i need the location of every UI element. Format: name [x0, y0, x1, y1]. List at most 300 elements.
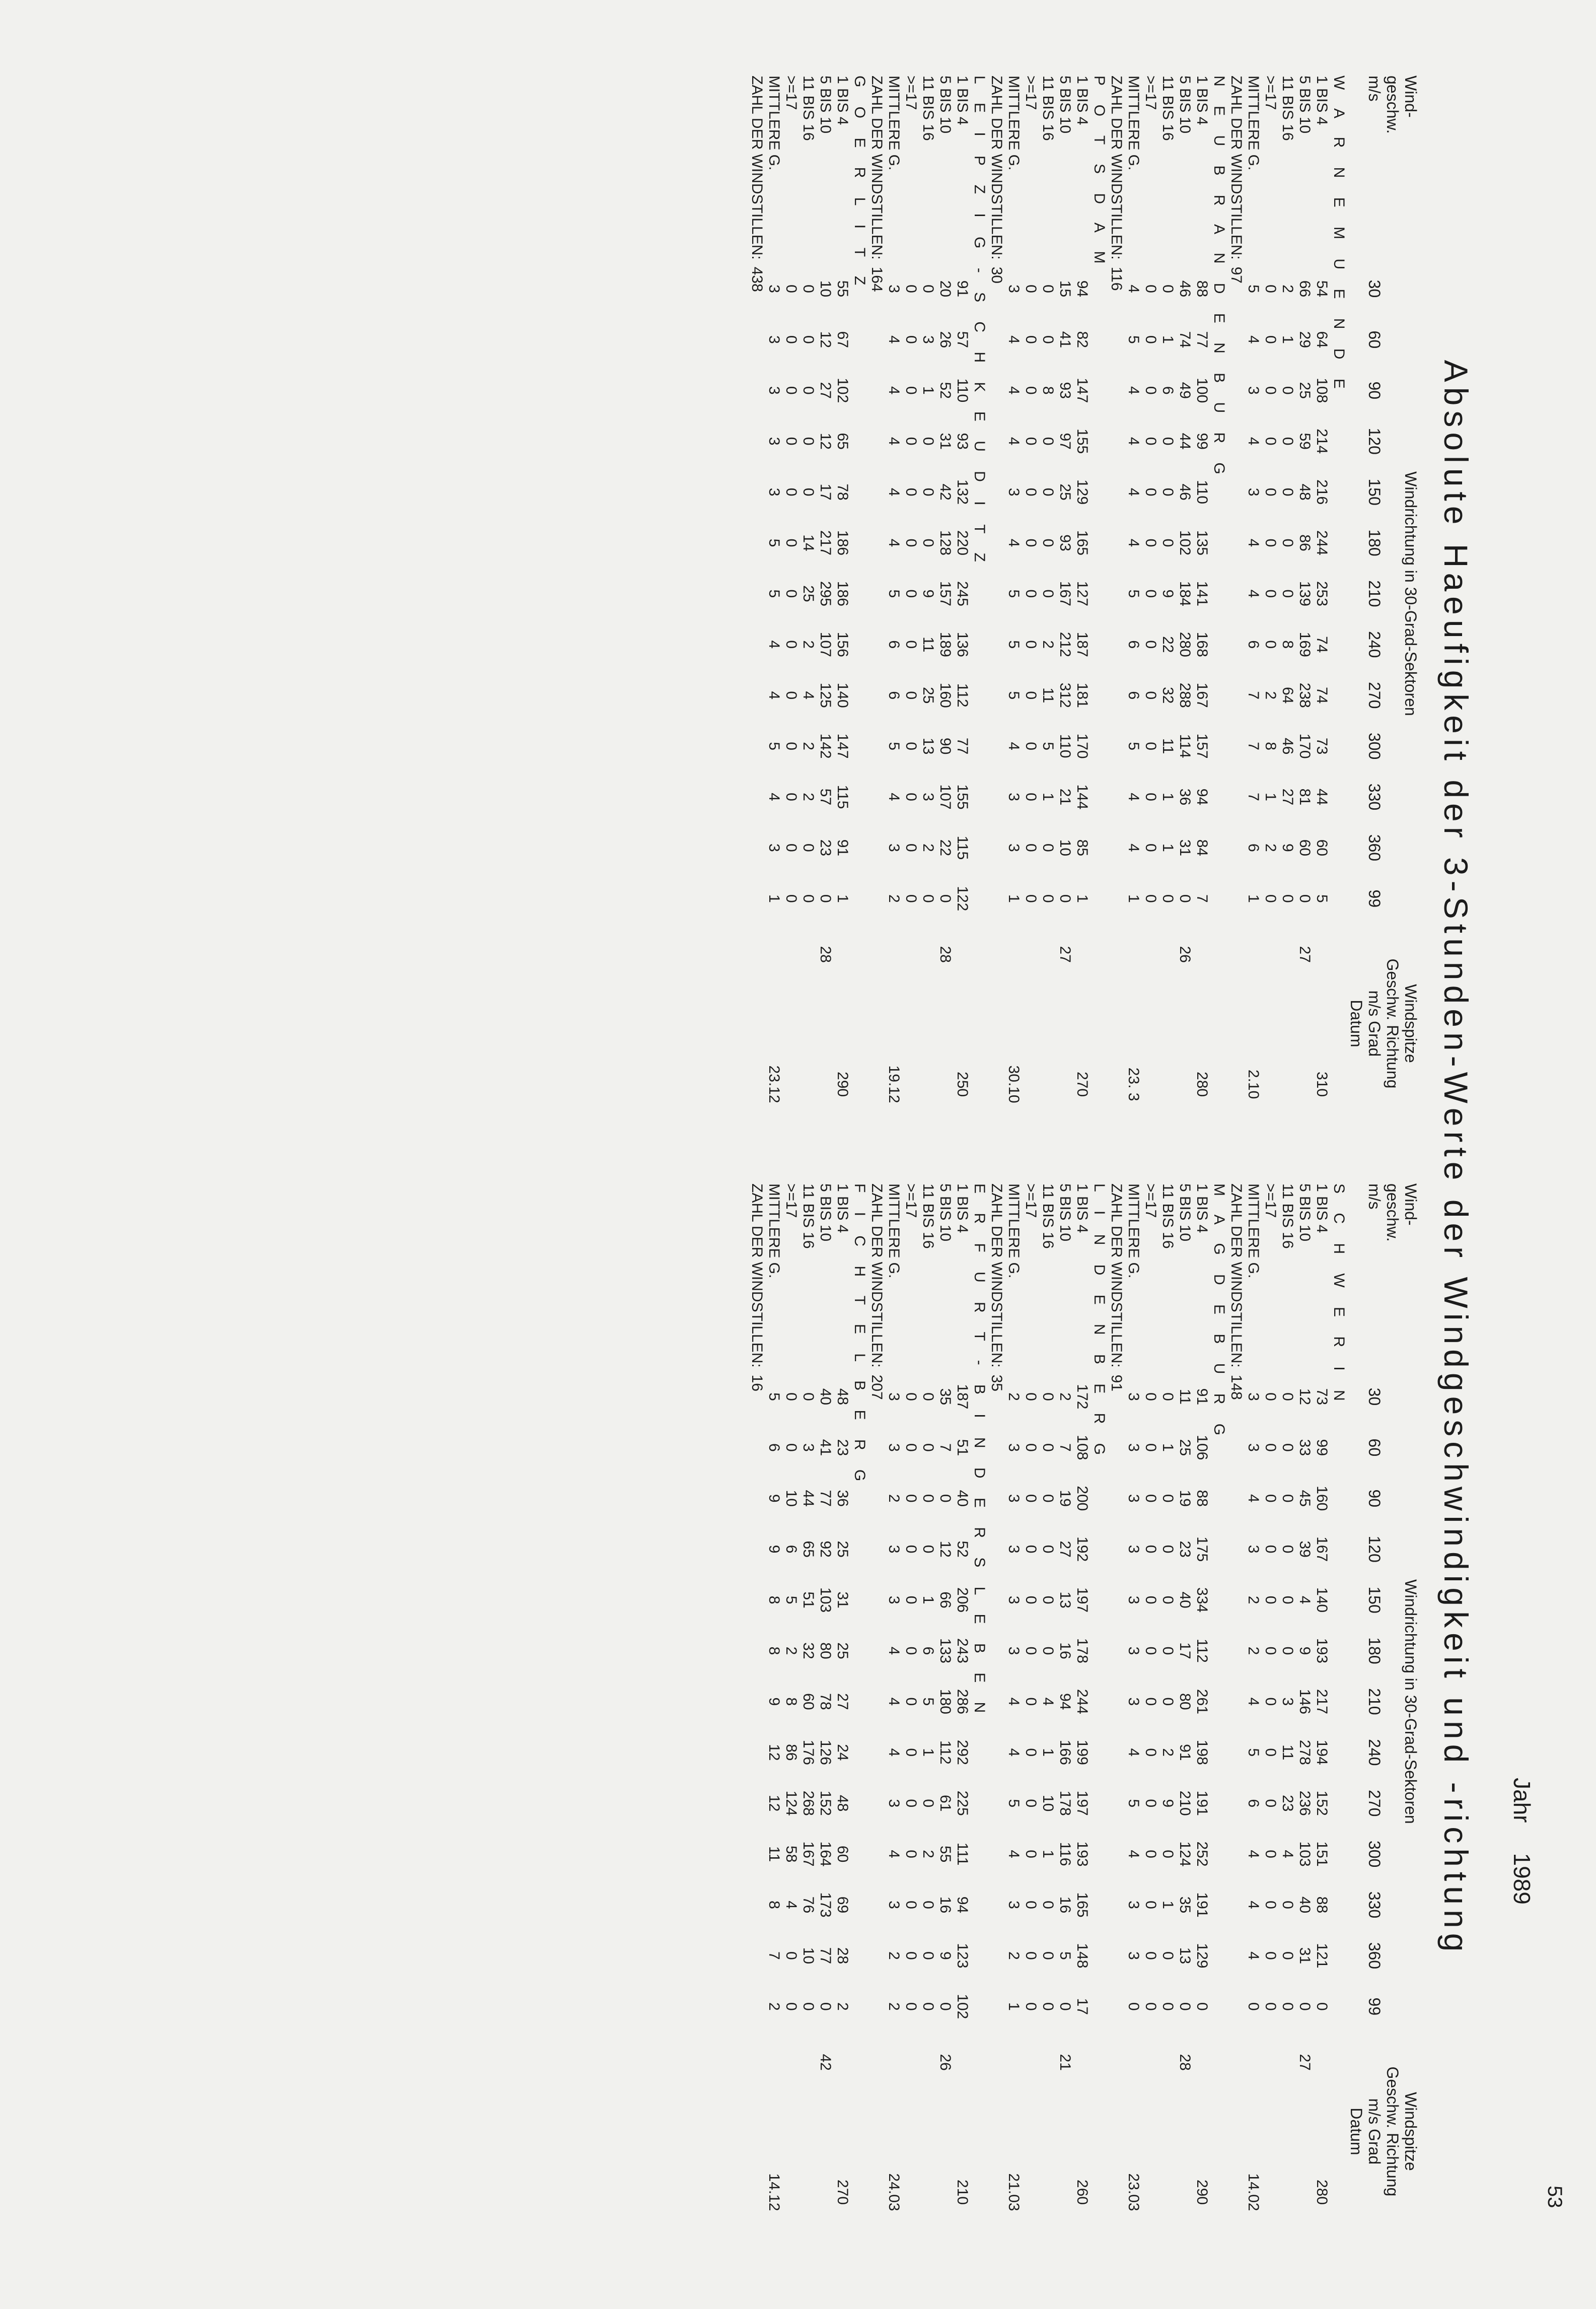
- table-cell: 165: [1074, 1892, 1091, 1918]
- table-cell: 55: [937, 1845, 954, 1863]
- table-cell: 0: [903, 538, 919, 547]
- station-name: W A R N E M U E N D E: [1331, 76, 1347, 396]
- table-cell: 60: [1296, 839, 1313, 857]
- table-cell: 0: [903, 589, 919, 598]
- table-cell: 0: [1279, 2002, 1296, 2011]
- table-cell: 9: [1159, 1799, 1176, 1808]
- table-cell: 17: [1074, 1998, 1091, 2015]
- peak-date-label: Datum: [1347, 2108, 1365, 2155]
- peak-date: 2.10: [1245, 1069, 1262, 1099]
- table-cell: 4: [1005, 1850, 1022, 1858]
- table-cell: 0: [1159, 1951, 1176, 1960]
- row-label: 5 BIS 10: [1177, 1183, 1193, 1242]
- table-cell: 9: [1296, 1646, 1313, 1655]
- direction-header: 60: [1365, 1438, 1384, 1457]
- table-cell: 0: [1159, 2002, 1176, 2011]
- data-sheet: [247, 76, 1566, 2241]
- peak-subtitle: Geschw. Richtung: [1384, 2066, 1402, 2197]
- table-cell: 186: [834, 581, 851, 606]
- spacer: [954, 924, 971, 985]
- table-cell: 102: [954, 1994, 971, 2019]
- table-cell: 60: [834, 1845, 851, 1863]
- table-cell: 178: [1074, 1638, 1091, 1663]
- calm-count: [1108, 1183, 1125, 2231]
- table-cell: 0: [903, 1850, 919, 1858]
- calm-label: ZAHL DER WINDSTILLEN:: [868, 1183, 885, 1368]
- calm-count: [1227, 76, 1245, 1123]
- table-cell: 8: [1279, 640, 1296, 649]
- table-cell: 0: [1040, 1392, 1056, 1401]
- spacer: [902, 2093, 919, 2154]
- table-cell: 136: [954, 632, 971, 657]
- table-cell: 27: [1057, 1541, 1073, 1558]
- table-row: [1159, 76, 1176, 1123]
- table-cell: 1: [1040, 1748, 1056, 1757]
- spacer: [765, 924, 782, 985]
- spacer: [817, 2093, 834, 2154]
- spacer: [800, 2032, 817, 2093]
- calm-label: ZAHL DER WINDSTILLEN:: [988, 76, 1005, 260]
- table-cell: 0: [920, 2002, 936, 2011]
- spacer: [800, 1045, 817, 1123]
- spacer: [1313, 985, 1330, 1046]
- table-cell: 3: [1125, 1545, 1142, 1554]
- table-cell: 1: [1279, 335, 1296, 344]
- spacer: [817, 985, 834, 1046]
- table-cell: 152: [1314, 1790, 1330, 1816]
- table-cell: 108: [1314, 378, 1330, 403]
- table-cell: 140: [1314, 1587, 1330, 1613]
- table-cell: 0: [1262, 335, 1279, 344]
- spacer: [1279, 2093, 1296, 2154]
- year-value: 1989: [1509, 1853, 1535, 1905]
- table-row: [800, 1183, 817, 2231]
- spacer: [817, 2153, 834, 2231]
- table-cell: 0: [800, 285, 817, 293]
- table-cell: 4: [1245, 1494, 1262, 1503]
- table-cell: 0: [1023, 793, 1039, 801]
- table-cell: 3: [1005, 793, 1022, 801]
- table-cell: 4: [1245, 538, 1262, 547]
- table-cell: 4: [1125, 285, 1142, 293]
- row-label: MITTLERE G.: [1005, 76, 1022, 171]
- table-cell: 48: [1296, 483, 1313, 501]
- table-cell: 0: [1279, 1901, 1296, 1909]
- table-cell: 3: [1005, 1494, 1022, 1503]
- table-cell: 0: [783, 844, 800, 852]
- table-cell: 0: [1279, 894, 1296, 903]
- table-cell: 110: [954, 378, 971, 403]
- table-row: [1073, 1183, 1091, 2231]
- table-cell: 0: [903, 1494, 919, 1503]
- table-cell: 6: [1159, 386, 1176, 395]
- table-cell: 21: [1057, 788, 1073, 806]
- table-cell: 111: [954, 1842, 971, 1866]
- spacer: [1245, 2032, 1262, 2093]
- table-cell: 0: [783, 487, 800, 497]
- table-cell: 91: [1177, 1744, 1193, 1761]
- table-cell: 0: [817, 894, 834, 903]
- table-cell: 0: [1023, 487, 1039, 497]
- table-cell: 91: [1194, 1388, 1210, 1406]
- header-row-4: [1347, 1183, 1365, 2231]
- table-cell: 3: [766, 335, 782, 344]
- table-cell: 220: [954, 530, 971, 555]
- spacer: [1262, 924, 1279, 985]
- table-cell: 4: [1125, 386, 1142, 395]
- calm-count: [748, 1183, 765, 2231]
- calm-label: ZAHL DER WINDSTILLEN:: [1228, 76, 1245, 260]
- table-cell: 0: [1279, 487, 1296, 497]
- calm-value: 30: [988, 266, 1005, 284]
- spacer: [834, 985, 851, 1046]
- speed-label: geschw.: [1384, 76, 1402, 134]
- station-name: G O E R L I T Z: [851, 76, 868, 293]
- table-cell: 0: [783, 335, 800, 344]
- calm-row: [868, 1183, 885, 2231]
- peak-direction: 250: [954, 1072, 971, 1097]
- table-cell: 0: [1023, 437, 1039, 446]
- table-cell: 0: [903, 1748, 919, 1757]
- table-cell: 90: [937, 737, 954, 755]
- table-cell: 4: [886, 487, 902, 497]
- spacer: [1384, 1371, 1402, 2032]
- speed-unit: m/s: [1365, 1183, 1384, 1210]
- row-label: MITTLERE G.: [1125, 76, 1142, 171]
- spacer: [1039, 2032, 1056, 2093]
- table-cell: 2: [1057, 1392, 1073, 1401]
- table-cell: 139: [1296, 581, 1313, 606]
- row-label: 1 BIS 4: [1314, 76, 1330, 125]
- table-cell: 1: [1262, 793, 1279, 801]
- spacer: [1193, 2032, 1210, 2093]
- table-cell: 121: [1314, 1943, 1330, 1969]
- table-cell: 52: [954, 1541, 971, 1558]
- table-cell: 59: [1296, 433, 1313, 450]
- table-cell: 0: [1314, 2002, 1330, 2011]
- table-cell: 0: [903, 1799, 919, 1808]
- table-cell: 4: [1245, 1951, 1262, 1960]
- table-cell: 32: [800, 1642, 817, 1659]
- row-label: 1 BIS 4: [1194, 1183, 1210, 1233]
- calm-count: [748, 76, 765, 1123]
- calm-row: [748, 76, 765, 1123]
- table-cell: 4: [1005, 386, 1022, 395]
- peak-direction: 270: [1074, 1072, 1091, 1097]
- table-cell: 12: [937, 1541, 954, 1558]
- table-cell: 280: [1177, 632, 1193, 657]
- spacer: [834, 924, 851, 985]
- table-row: [834, 76, 851, 1123]
- spacer: [1142, 2032, 1159, 2093]
- peak-direction: 260: [1074, 2180, 1091, 2205]
- direction-header: 90: [1365, 381, 1384, 400]
- spacer: [1296, 985, 1313, 1046]
- table-cell: 0: [1262, 1443, 1279, 1452]
- table-cell: 1: [1005, 894, 1022, 903]
- direction-header: 300: [1365, 732, 1384, 760]
- table-cell: 124: [783, 1790, 800, 1816]
- spacer: [834, 2093, 851, 2154]
- table-cell: 3: [1125, 1392, 1142, 1401]
- table-cell: 58: [783, 1845, 800, 1863]
- station-row: [1210, 1183, 1227, 2231]
- table-cell: 4: [886, 335, 902, 344]
- spacer: [1159, 2032, 1176, 2093]
- station-name: S C H W E R I N: [1331, 1183, 1347, 1409]
- spacer: [1005, 985, 1022, 1046]
- table-row: [954, 1183, 971, 2231]
- table-cell: 0: [1023, 1748, 1039, 1757]
- calm-value: 35: [988, 1374, 1005, 1391]
- spacer: [919, 924, 936, 985]
- table-cell: 4: [1245, 589, 1262, 598]
- table-cell: 91: [954, 280, 971, 298]
- table-row: [1005, 1183, 1022, 2231]
- table-cell: 0: [1142, 1697, 1159, 1706]
- table-cell: 288: [1177, 682, 1193, 708]
- table-row: [919, 76, 936, 1123]
- row-label: 1 BIS 4: [954, 76, 971, 125]
- table-cell: 0: [1023, 1951, 1039, 1960]
- table-cell: 3: [920, 335, 936, 344]
- speed-label: geschw.: [1384, 1183, 1402, 1242]
- spacer: [1384, 263, 1402, 924]
- table-cell: 0: [1023, 2002, 1039, 2011]
- calm-count: [988, 1183, 1005, 2231]
- table-cell: 5: [766, 1392, 782, 1401]
- calm-row: [1227, 1183, 1245, 2231]
- table-cell: 112: [937, 1740, 954, 1765]
- table-cell: 91: [834, 839, 851, 857]
- table-cell: 2: [800, 640, 817, 649]
- peak-speed: 27: [1296, 2054, 1313, 2071]
- table-cell: 6: [1245, 640, 1262, 649]
- row-label: >=17: [903, 1183, 919, 1218]
- station-row: [1330, 1183, 1347, 2231]
- spacer: [1296, 2093, 1313, 2154]
- table-row: [1005, 76, 1022, 1123]
- spacer: [1125, 2032, 1142, 2093]
- spacer: [817, 1045, 834, 1123]
- table-cell: 6: [1125, 640, 1142, 649]
- table-cell: 5: [920, 1697, 936, 1706]
- calm-label: ZAHL DER WINDSTILLEN:: [1108, 1183, 1125, 1368]
- spacer: [1022, 2153, 1039, 2231]
- table-cell: 5: [1125, 742, 1142, 750]
- page-number: 53: [1544, 2186, 1566, 2208]
- table-row: [902, 76, 919, 1123]
- table-cell: 0: [1142, 487, 1159, 497]
- table-cell: 4: [886, 1646, 902, 1655]
- table-cell: 0: [903, 1646, 919, 1655]
- table-cell: 1: [1159, 1901, 1176, 1909]
- station-name: N E U B R A N D E N B U R G: [1211, 76, 1227, 482]
- table-cell: 147: [1074, 378, 1091, 403]
- spacer: [765, 2093, 782, 2154]
- table-row: [817, 76, 834, 1123]
- table-cell: 0: [1262, 437, 1279, 446]
- table-cell: 48: [834, 1388, 851, 1406]
- spacer: [919, 2153, 936, 2231]
- spacer: [1176, 2093, 1193, 2154]
- table-cell: 10: [1057, 839, 1073, 857]
- table-cell: 27: [834, 1693, 851, 1710]
- table-cell: 166: [1057, 1739, 1073, 1765]
- row-label: 5 BIS 10: [937, 1183, 954, 1242]
- table-cell: 74: [1314, 636, 1330, 653]
- spacer: [765, 985, 782, 1046]
- table-cell: 0: [903, 1595, 919, 1604]
- spacer: [800, 985, 817, 1046]
- table-cell: 126: [817, 1739, 834, 1765]
- direction-header: 120: [1365, 1535, 1384, 1563]
- table-cell: 0: [783, 793, 800, 801]
- table-cell: 3: [1125, 1595, 1142, 1604]
- table-cell: 29: [1296, 331, 1313, 348]
- row-label: 11 BIS 16: [1040, 76, 1056, 141]
- peak-date: 21.03: [1005, 2173, 1022, 2211]
- table-cell: 0: [920, 1392, 936, 1401]
- spacer: [936, 1045, 954, 1123]
- table-cell: 141: [1194, 581, 1210, 606]
- table-cell: 0: [1142, 1595, 1159, 1604]
- table-cell: 5: [886, 589, 902, 598]
- table-cell: 167: [1194, 682, 1210, 708]
- table-cell: 129: [1074, 479, 1091, 505]
- table-cell: 1: [1159, 844, 1176, 852]
- table-cell: 3: [886, 1799, 902, 1808]
- table-cell: 0: [1262, 1951, 1279, 1960]
- row-label: >=17: [783, 76, 800, 110]
- spacer: [1056, 1045, 1073, 1123]
- table-cell: 0: [920, 894, 936, 903]
- table-cell: 100: [1194, 378, 1210, 403]
- table-cell: 49: [1177, 382, 1193, 399]
- spacer: [1125, 2093, 1142, 2154]
- table-cell: 3: [1125, 1901, 1142, 1909]
- table-cell: 9: [766, 1545, 782, 1554]
- table-cell: 24: [834, 1744, 851, 1761]
- table-cell: 172: [1074, 1384, 1091, 1410]
- table-cell: 102: [1177, 530, 1193, 555]
- peak-speed: 21: [1057, 2054, 1073, 2071]
- table-cell: 0: [1023, 335, 1039, 344]
- table-cell: 77: [817, 1490, 834, 1507]
- table-cell: 12: [817, 331, 834, 348]
- table-cell: 0: [783, 691, 800, 700]
- table-row: [1296, 1183, 1313, 2231]
- row-label: 1 BIS 4: [1074, 1183, 1091, 1233]
- table-cell: 93: [1057, 382, 1073, 399]
- direction-header: 300: [1365, 1840, 1384, 1868]
- table-cell: 0: [800, 437, 817, 446]
- table-cell: 5: [1057, 1951, 1073, 1960]
- table-cell: 3: [1279, 1697, 1296, 1706]
- table-cell: 31: [1296, 1947, 1313, 1965]
- row-label: 11 BIS 16: [1279, 76, 1296, 141]
- table-cell: 3: [1005, 844, 1022, 852]
- table-cell: 0: [1023, 589, 1039, 598]
- table-cell: 0: [1159, 437, 1176, 446]
- spacer: [1022, 985, 1039, 1046]
- table-cell: 0: [800, 386, 817, 395]
- table-cell: 0: [1159, 1545, 1176, 1554]
- spacer: [885, 924, 902, 985]
- table-cell: 0: [1262, 1799, 1279, 1808]
- table-cell: 0: [1023, 1799, 1039, 1808]
- table-cell: 0: [1023, 894, 1039, 903]
- peak-units: m/s Grad: [1365, 990, 1384, 1057]
- spacer: [902, 1045, 919, 1123]
- table-cell: 0: [1262, 894, 1279, 903]
- row-label: 1 BIS 4: [1194, 76, 1210, 125]
- table-row: [919, 1183, 936, 2231]
- calm-label: ZAHL DER WINDSTILLEN:: [749, 1183, 765, 1368]
- row-label: >=17: [783, 1183, 800, 1218]
- table-cell: 0: [920, 1799, 936, 1808]
- table-cell: 0: [783, 1951, 800, 1960]
- table-cell: 9: [920, 589, 936, 598]
- table-cell: 0: [1040, 1494, 1056, 1503]
- table-cell: 80: [1177, 1693, 1193, 1710]
- table-cell: 1: [1159, 335, 1176, 344]
- peak-speed: 27: [1296, 946, 1313, 963]
- table-cell: 110: [1057, 734, 1073, 758]
- table-cell: 1: [1159, 793, 1176, 801]
- table-cell: 7: [1057, 1443, 1073, 1452]
- peak-direction: 280: [1194, 1072, 1210, 1097]
- table-cell: 12: [1296, 1388, 1313, 1406]
- table-cell: 64: [1279, 686, 1296, 704]
- table-cell: 19: [1177, 1490, 1193, 1507]
- direction-header: 210: [1365, 1688, 1384, 1715]
- table-row: [1262, 1183, 1279, 2231]
- table-row: [1039, 1183, 1056, 2231]
- table-cell: 40: [954, 1490, 971, 1507]
- table-cell: 7: [766, 1951, 782, 1960]
- table-cell: 46: [1177, 280, 1193, 298]
- table-cell: 4: [1125, 1748, 1142, 1757]
- table-row: [1142, 76, 1159, 1123]
- table-cell: 0: [1023, 1392, 1039, 1401]
- table-cell: 0: [1262, 2002, 1279, 2011]
- spacer: [1073, 2093, 1091, 2154]
- table-cell: 7: [1245, 742, 1262, 750]
- table-cell: 7: [1245, 793, 1262, 801]
- table-cell: 0: [1040, 1443, 1056, 1452]
- table-cell: 4: [1005, 1697, 1022, 1706]
- table-cell: 1: [1125, 894, 1142, 903]
- table-cell: 0: [800, 335, 817, 344]
- table-cell: 0: [1040, 844, 1056, 852]
- table-cell: 5: [766, 742, 782, 750]
- table-row: [834, 1183, 851, 2231]
- table-cell: 160: [1314, 1486, 1330, 1511]
- spacer: [1279, 2153, 1296, 2231]
- table-cell: 210: [1177, 1790, 1193, 1816]
- table-cell: 84: [1194, 839, 1210, 857]
- table-cell: 0: [1142, 1951, 1159, 1960]
- table-row: [1193, 1183, 1210, 2231]
- table-cell: 44: [1314, 788, 1330, 806]
- table-row: [1245, 1183, 1262, 2231]
- table-cell: 133: [937, 1638, 954, 1663]
- spacer: [1056, 2153, 1073, 2231]
- spacer: [782, 924, 800, 985]
- table-cell: 157: [1194, 733, 1210, 759]
- table-cell: 245: [954, 581, 971, 606]
